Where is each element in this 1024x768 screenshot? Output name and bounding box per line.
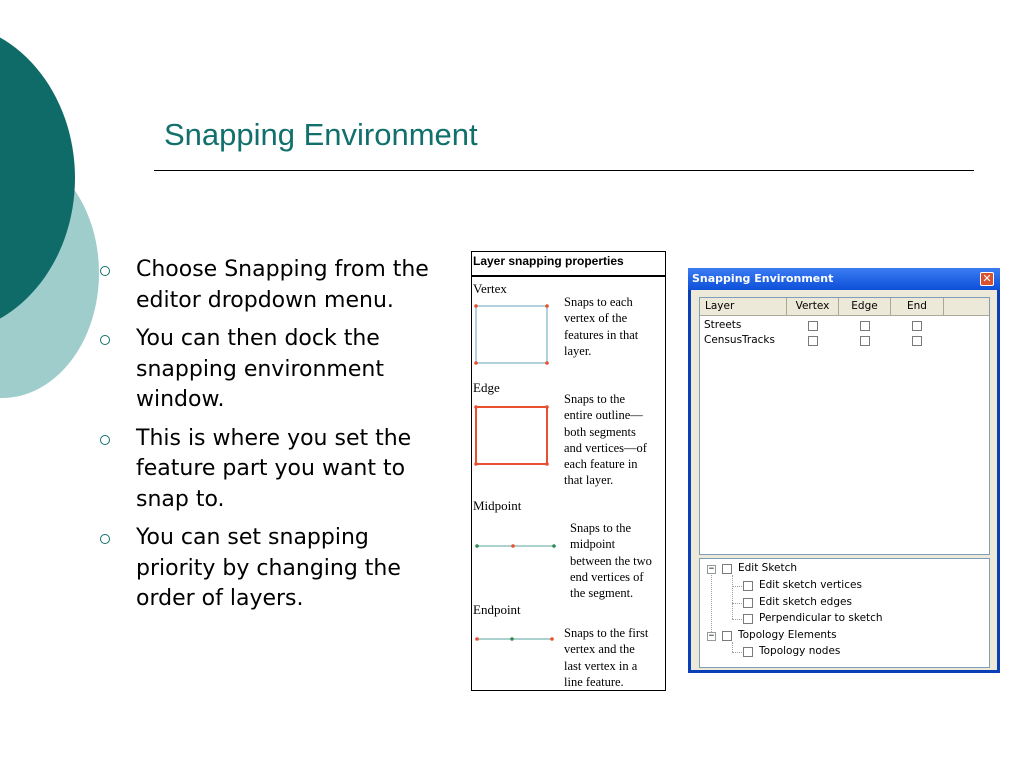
edge-snap-point [545, 462, 549, 466]
snapping-tree [699, 558, 990, 668]
edit-sketch-checkbox[interactable] [722, 564, 732, 574]
censustracks-vertex-checkbox[interactable] [808, 336, 818, 346]
bullet-text: You can set snapping priority by changing the order of layers. [136, 525, 401, 611]
description-line: vertex of the [564, 311, 628, 326]
tree-item-perpendicular-to-sketch[interactable]: Perpendicular to sketch [759, 612, 883, 624]
edge-square-shape [476, 407, 547, 464]
figure-header: Layer snapping properties [472, 252, 666, 277]
section-label-edge: Edge [473, 380, 500, 395]
tree-connector [732, 642, 733, 652]
tree-connector [732, 586, 742, 587]
tree-item-topology-elements[interactable]: Topology Elements [738, 629, 837, 641]
streets-vertex-checkbox[interactable] [808, 321, 818, 331]
layer-name-streets: Streets [704, 319, 742, 331]
description-line: Snaps to the [570, 521, 632, 535]
edge-snap-point [545, 405, 549, 409]
description-line: both segments [564, 424, 636, 439]
description-line: Snaps to the first [564, 626, 649, 640]
topology-elements-checkbox[interactable] [722, 631, 732, 641]
snapping-environment-window [688, 268, 1000, 673]
tree-connector [732, 652, 742, 653]
vertex-snap-point [474, 361, 478, 365]
section-label-midpoint: Midpoint [473, 498, 522, 513]
endpoint-snap-point [475, 637, 479, 641]
bullet-text: Choose Snapping from the editor dropdown menu. [136, 257, 429, 313]
window-title: Snapping Environment [692, 272, 834, 285]
vertex-snap-point [474, 304, 478, 308]
vertex-snap-point [545, 304, 549, 308]
bullet-circle-icon [100, 335, 110, 345]
edit-sketch-edges-checkbox[interactable] [743, 598, 753, 608]
censustracks-edge-checkbox[interactable] [860, 336, 870, 346]
collapse-icon[interactable]: − [708, 564, 715, 574]
description-line: vertex and the [564, 642, 635, 657]
description-line: last vertex in a [564, 658, 638, 673]
slide-title: Snapping Environment [164, 117, 478, 152]
tree-item-edit-sketch-edges[interactable]: Edit sketch edges [759, 596, 852, 608]
description-line: end vertices of [570, 569, 644, 584]
layer-name-censustracks: CensusTracks [704, 334, 775, 346]
description-line: Snaps to each [564, 295, 633, 309]
tree-item-edit-sketch-vertices[interactable]: Edit sketch vertices [759, 579, 862, 591]
edge-snap-point [474, 462, 478, 466]
layer-snapping-properties-figure [471, 251, 666, 691]
description-line: midpoint [570, 537, 616, 552]
column-header-layer[interactable]: Layer [700, 298, 787, 315]
description-line: that layer. [564, 473, 614, 488]
segment-end-point [475, 544, 479, 548]
bullet-circle-icon [100, 534, 110, 544]
bullet-item [98, 324, 443, 416]
bullet-text: You can then dock the snapping environment window. [136, 326, 384, 412]
bullet-item [98, 424, 443, 516]
endpoint-snap-point [550, 637, 554, 641]
grid-header [700, 298, 989, 316]
tree-connector [732, 575, 733, 619]
column-header-edge[interactable]: Edge [839, 298, 891, 315]
description-line: each feature in [564, 457, 638, 472]
tree-connector [732, 619, 742, 620]
section-description-vertex [564, 294, 638, 359]
description-line: Snaps to the [564, 392, 626, 406]
section-description-edge [564, 391, 647, 489]
title-divider [154, 170, 974, 171]
streets-end-checkbox[interactable] [912, 321, 922, 331]
description-line: line feature. [564, 674, 624, 689]
window-titlebar[interactable] [688, 268, 1000, 290]
description-line: layer. [564, 343, 592, 358]
section-label-vertex: Vertex [473, 281, 507, 296]
tree-item-topology-nodes[interactable]: Topology nodes [759, 645, 841, 657]
vertex-square-shape [476, 306, 547, 363]
bullet-item [98, 523, 443, 615]
column-header-vertex[interactable]: Vertex [787, 298, 839, 315]
segment-end-point [552, 544, 556, 548]
bullet-circle-icon [100, 266, 110, 276]
bullet-list [98, 255, 443, 623]
layer-snapping-grid [699, 297, 990, 555]
tree-connector [732, 603, 742, 604]
description-line: entire outline— [564, 408, 643, 423]
topology-nodes-checkbox[interactable] [743, 647, 753, 657]
close-icon[interactable]: ✕ [980, 272, 994, 286]
streets-edge-checkbox[interactable] [860, 321, 870, 331]
description-line: the segment. [570, 586, 634, 601]
segment-mid-point [510, 637, 514, 641]
column-header-end[interactable]: End [891, 298, 944, 315]
section-description-endpoint [564, 625, 648, 690]
tree-connector [711, 571, 712, 640]
censustracks-end-checkbox[interactable] [912, 336, 922, 346]
description-line: between the two [570, 553, 652, 568]
collapse-icon[interactable]: − [708, 631, 715, 641]
edge-snap-point [474, 405, 478, 409]
bullet-item [98, 255, 443, 316]
bullet-text: This is where you set the feature part you want to snap to. [136, 425, 412, 512]
description-line: features in that [564, 327, 639, 342]
section-label-endpoint: Endpoint [473, 602, 521, 617]
section-description-midpoint [570, 520, 652, 601]
edit-sketch-vertices-checkbox[interactable] [743, 581, 753, 591]
midpoint-snap-point [511, 544, 515, 548]
tree-item-edit-sketch[interactable]: Edit Sketch [738, 562, 798, 574]
perpendicular-to-sketch-checkbox[interactable] [743, 614, 753, 624]
vertex-snap-point [545, 361, 549, 365]
description-line: and vertices—of [564, 440, 647, 455]
bullet-circle-icon [100, 435, 110, 445]
window-body [691, 290, 997, 670]
